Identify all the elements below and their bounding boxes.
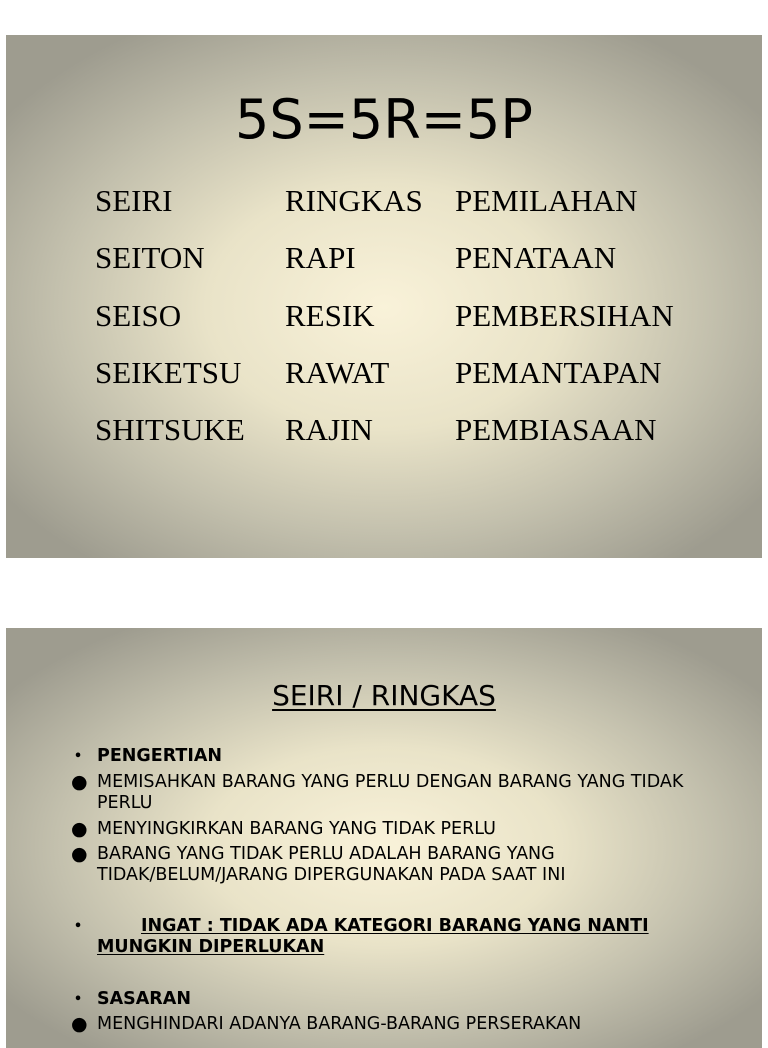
slide-title: 5S=5R=5P — [235, 88, 533, 151]
term-5p: PENATAAN — [455, 240, 617, 276]
bullet-icon: • — [73, 992, 83, 1007]
bullet-icon: • — [73, 749, 83, 764]
slide-title: SEIRI / RINGKAS — [272, 679, 496, 712]
list-item-text: SASARAN — [97, 989, 191, 1009]
term-5s: SEISO — [95, 297, 182, 333]
term-5s: SEITON — [95, 240, 205, 276]
term-5r: RESIK — [285, 297, 375, 333]
list-item — [73, 989, 707, 1010]
list-item — [71, 818, 707, 840]
term-5p: PEMBERSIHAN — [455, 297, 674, 333]
term-5r: RINGKAS — [285, 183, 423, 218]
term-5s: SHITSUKE — [95, 412, 245, 447]
term-5s: SEIKETSU — [95, 354, 242, 390]
list-item-text: MEMISAHKAN BARANG YANG PERLU DENGAN BARANG YANG TIDAK PERLU — [97, 772, 684, 813]
list-item-text: BARANG YANG TIDAK PERLU ADALAH BARANG YANG TIDAK/BELUM/JARANG DIPERGUNAKAN PADA SAAT INI — [97, 844, 566, 885]
bullet-icon: ● — [71, 1013, 88, 1035]
list-item — [73, 746, 707, 767]
list-item-text: MENYINGKIRKAN BARANG YANG TIDAK PERLU — [97, 819, 496, 839]
bullet-icon: ● — [71, 771, 88, 793]
bullet-icon: • — [73, 919, 83, 934]
slide-5s-5r-5p — [6, 35, 762, 558]
list-item-text: PENGERTIAN — [97, 746, 223, 766]
term-5s: SEIRI — [95, 183, 173, 218]
term-5p: PEMBIASAAN — [455, 412, 657, 447]
list-item — [71, 1013, 707, 1035]
term-5p: PEMANTAPAN — [455, 354, 662, 390]
bullet-icon: ● — [71, 843, 88, 865]
list-item — [71, 771, 707, 814]
term-5r: RAJIN — [285, 412, 373, 447]
list-item — [71, 843, 577, 886]
list-item-text: MENGHINDARI ADANYA BARANG-BARANG PERSERAKAN — [97, 1014, 582, 1034]
bullet-icon: ● — [71, 818, 88, 840]
term-5r: RAWAT — [285, 354, 390, 390]
term-5r: RAPI — [285, 240, 356, 276]
list-item-text: INGAT : TIDAK ADA KATEGORI BARANG YANG NANTI MUNGKIN DIPERLUKAN — [97, 916, 649, 957]
slide-seiri-ringkas — [6, 628, 762, 1048]
list-item — [73, 916, 697, 958]
term-5p: PEMILAHAN — [455, 183, 638, 218]
